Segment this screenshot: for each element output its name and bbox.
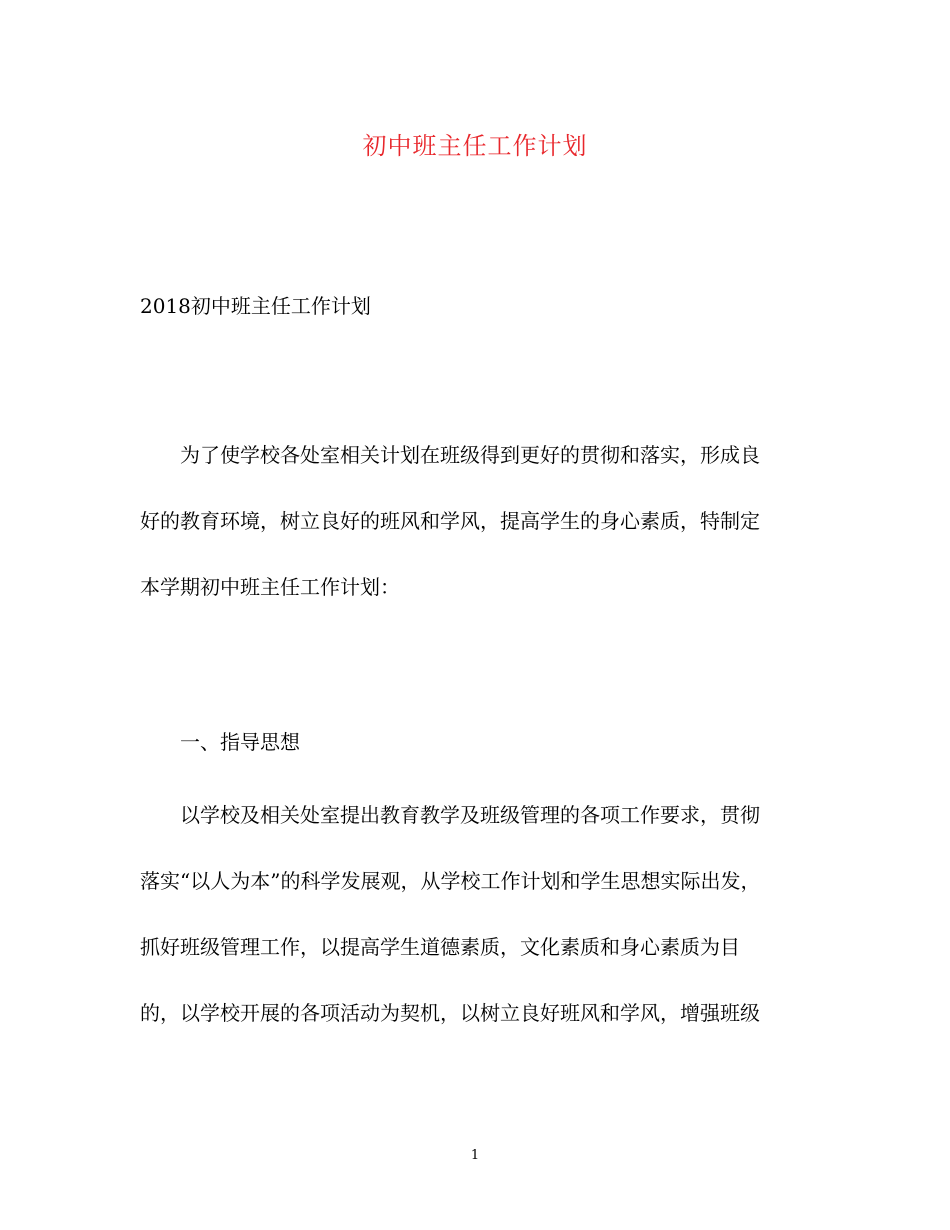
page-number: 1 <box>470 1148 480 1163</box>
section-line-4: 的，以学校开展的各项活动为契机，以树立良好班风和学风，增强班级 <box>140 1001 760 1025</box>
section-line-2: 落实“以人为本”的科学发展观，从学校工作计划和学生思想实际出发， <box>140 869 761 893</box>
section-line-3: 抓好班级管理工作，以提高学生道德素质，文化素质和身心素质为目 <box>140 935 740 959</box>
intro-line-1: 为了使学校各处室相关计划在班级得到更好的贯彻和落实，形成良 <box>180 443 760 467</box>
document-title: 初中班主任工作计划 <box>362 132 588 160</box>
section-line-1: 以学校及相关处室提出教育教学及班级管理的各项工作要求，贯彻 <box>180 803 760 827</box>
intro-line-3: 本学期初中班主任工作计划： <box>140 575 400 599</box>
section-paragraph <box>140 782 818 1046</box>
document-subtitle: 2018初中班主任工作计划 <box>140 294 371 318</box>
section-heading: 一、指导思想 <box>180 730 300 754</box>
intro-line-2: 好的教育环境，树立良好的班风和学风，提高学生的身心素质，特制定 <box>140 509 760 533</box>
intro-paragraph <box>140 422 818 620</box>
